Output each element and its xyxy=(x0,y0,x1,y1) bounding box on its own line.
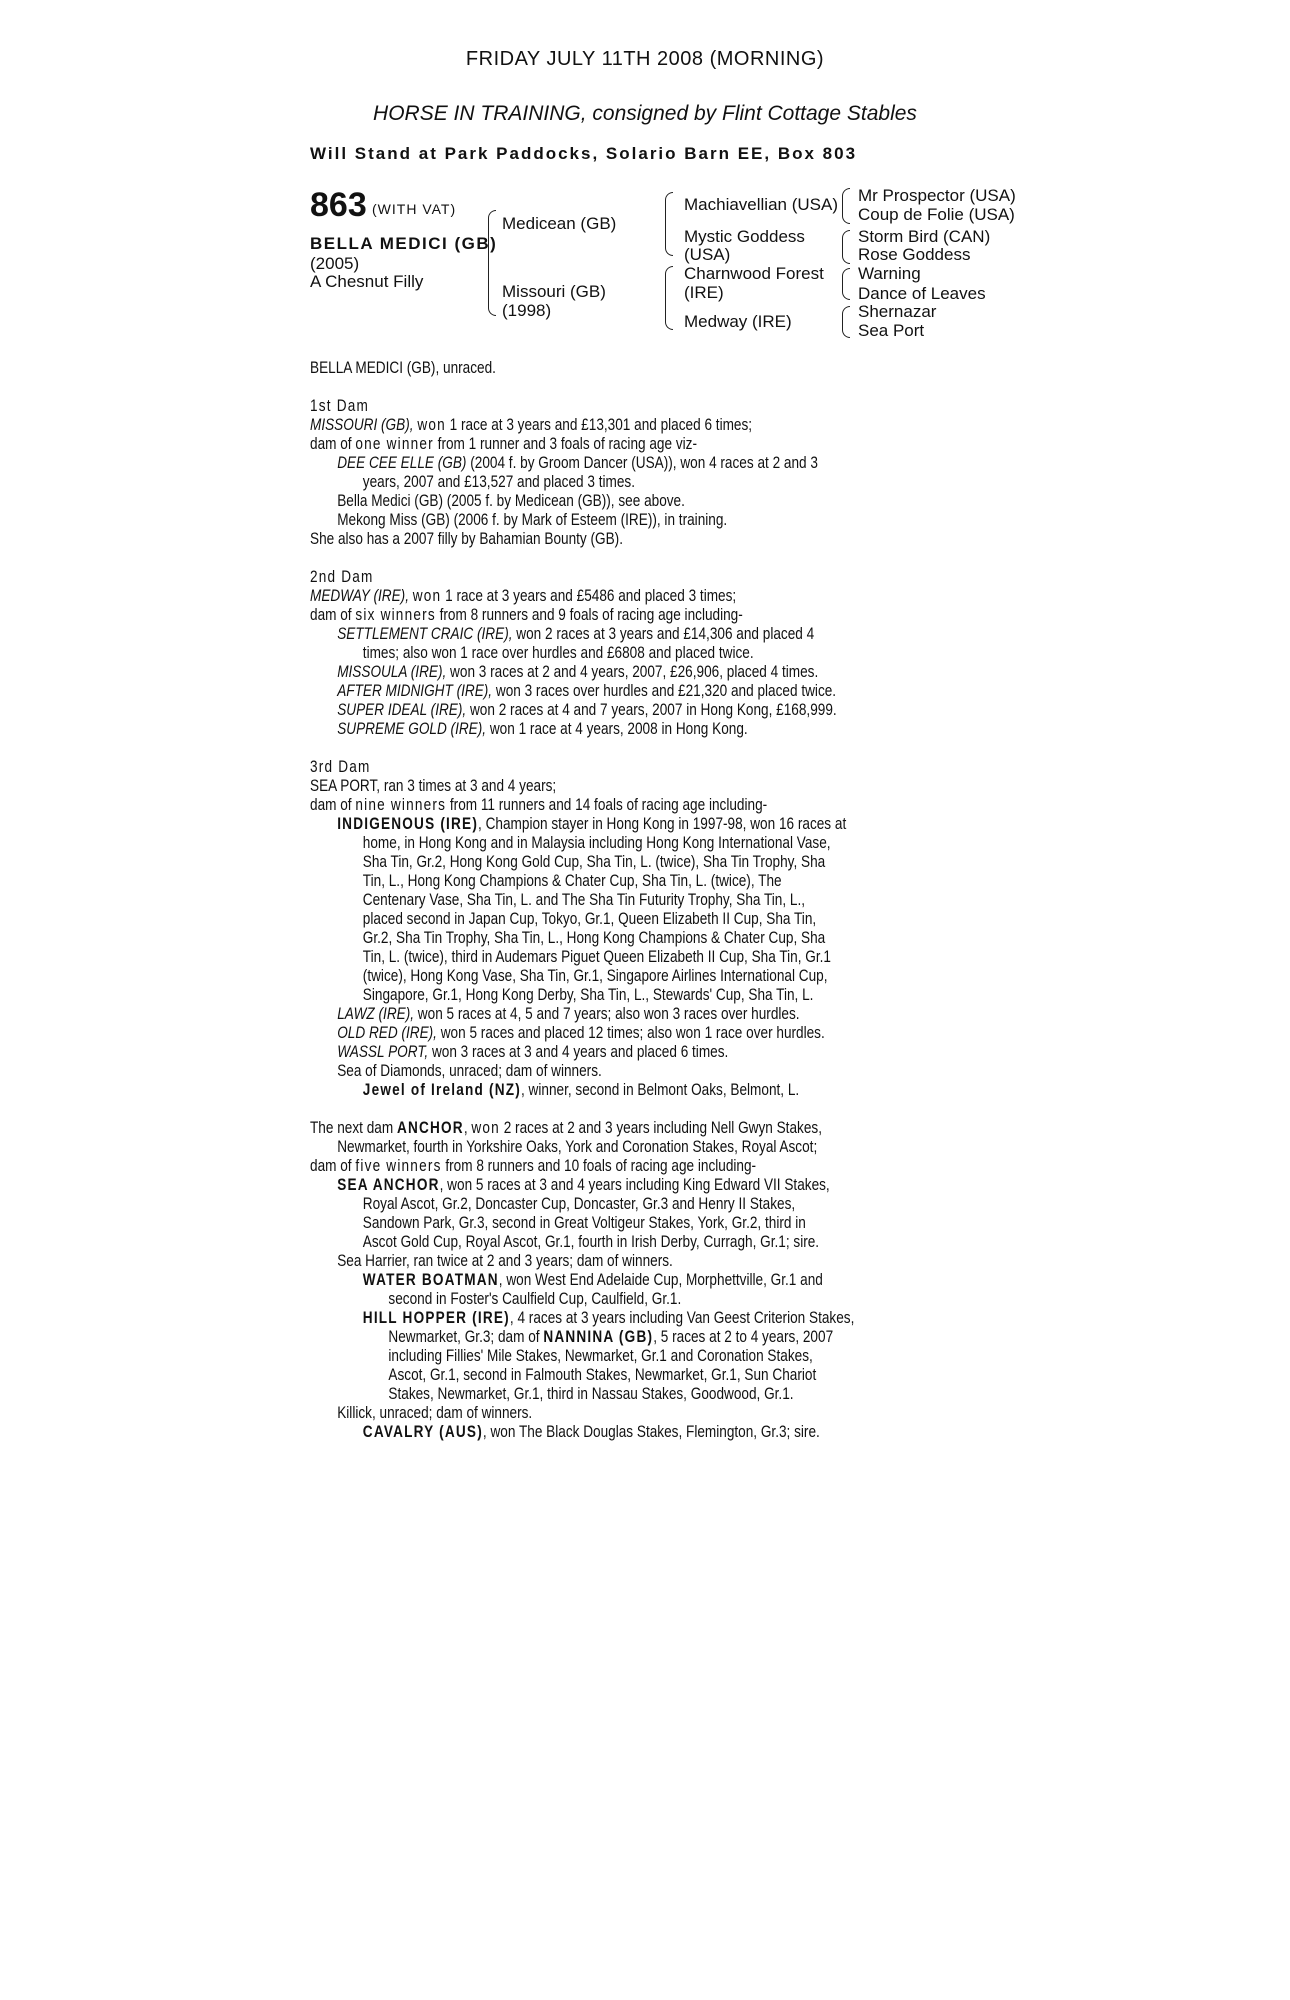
pedigree-dam-dam: Medway (IRE) xyxy=(684,312,792,331)
next-dam-line-10: second in Foster's Caulfield Cup, Caulfield, Gr.1. xyxy=(388,1289,682,1308)
next-dam-line-6: Sandown Park, Gr.3, second in Great Voltigeur Stakes, York, Gr.2, third in xyxy=(362,1213,806,1232)
pedigree-sire-dam-1: Mystic Goddess xyxy=(684,227,805,246)
horse-description: A Chesnut Filly xyxy=(310,272,424,291)
third-dam-line-16: Sea of Diamonds, unraced; dam of winners. xyxy=(337,1061,602,1080)
pedigree-brace-dd xyxy=(842,306,850,338)
pedigree-brace-sd xyxy=(842,230,850,264)
vat-note: (WITH VAT) xyxy=(372,201,457,217)
pedigree-sds: Storm Bird (CAN) xyxy=(858,227,991,246)
pedigree-ssd: Coup de Folie (USA) xyxy=(858,205,1015,224)
third-dam-line-17: Jewel of Ireland (NZ), winner, second in Belmont Oaks, Belmont, L. xyxy=(362,1080,800,1099)
second-dam-line-6: AFTER MIDNIGHT (IRE), won 3 races over hurdles and £21,320 and placed twice. xyxy=(337,681,837,700)
pedigree-ddd: Sea Port xyxy=(858,321,925,340)
next-dam-line-12: Newmarket, Gr.3; dam of NANNINA (GB), 5 races at 2 to 4 years, 2007 xyxy=(388,1327,834,1346)
first-dam-heading: 1st Dam xyxy=(310,396,370,415)
pedigree-sss: Mr Prospector (USA) xyxy=(858,186,1016,205)
next-dam-line-1: The next dam ANCHOR, won 2 races at 2 and 3 years including Nell Gwyn Stakes, xyxy=(310,1118,822,1137)
third-dam-line-9: Gr.2, Sha Tin Trophy, Sha Tin, L., Hong Kong Champions & Chater Cup, Sha xyxy=(362,928,826,947)
second-dam-line-1: MEDWAY (IRE), won 1 race at 3 years and £5486 and placed 3 times; xyxy=(310,586,737,605)
consignment-line: HORSE IN TRAINING, consigned by Flint Cottage Stables xyxy=(373,102,917,125)
third-dam-line-10: Tin, L. (twice), third in Audemars Piguet Queen Elizabeth II Cup, Sha Tin, Gr.1 xyxy=(362,947,831,966)
third-dam-line-14: OLD RED (IRE), won 5 races and placed 12 times; also won 1 race over hurdles. xyxy=(337,1023,825,1042)
second-dam-line-4: times; also won 1 race over hurdles and £6808 and placed twice. xyxy=(362,643,754,662)
pedigree-dam: Missouri (GB) xyxy=(502,282,606,301)
next-dam-line-14: Ascot, Gr.1, second in Falmouth Stakes, Newmarket, Gr.1, Sun Chariot xyxy=(388,1365,817,1384)
next-dam-line-15: Stakes, Newmarket, Gr.1, third in Nassau Stakes, Goodwood, Gr.1. xyxy=(388,1384,794,1403)
next-dam-line-5: Royal Ascot, Gr.2, Doncaster Cup, Doncaster, Gr.3 and Henry II Stakes, xyxy=(362,1194,796,1213)
third-dam-heading: 3rd Dam xyxy=(310,757,371,776)
next-dam-line-17: CAVALRY (AUS), won The Black Douglas Stakes, Flemington, Gr.3; sire. xyxy=(362,1422,820,1441)
next-dam-line-4: SEA ANCHOR, won 5 races at 3 and 4 years including King Edward VII Stakes, xyxy=(337,1175,830,1194)
pedigree-sire-sire: Machiavellian (USA) xyxy=(684,195,838,214)
pedigree-brace-ss xyxy=(842,188,850,224)
third-dam-line-6: Tin, L., Hong Kong Champions & Chater Cup, Sha Tin, L. (twice), The xyxy=(362,871,782,890)
third-dam-line-12: Singapore, Gr.1, Hong Kong Derby, Sha Tin, L., Stewards' Cup, Sha Tin, L. xyxy=(362,985,814,1004)
pedigree-dam-sire-1: Charnwood Forest xyxy=(684,264,824,283)
horse-year: (2005) xyxy=(310,254,360,273)
next-dam-line-2: Newmarket, fourth in Yorkshire Oaks, York and Coronation Stakes, Royal Ascot; xyxy=(337,1137,818,1156)
pedigree-dam-year: (1998) xyxy=(502,301,552,320)
second-dam-line-7: SUPER IDEAL (IRE), won 2 races at 4 and 7 years, 2007 in Hong Kong, £168,999. xyxy=(337,700,837,719)
third-dam-line-5: Sha Tin, Gr.2, Hong Kong Gold Cup, Sha Tin, L. (twice), Sha Tin Trophy, Sha xyxy=(362,852,826,871)
third-dam-line-13: LAWZ (IRE), won 5 races at 4, 5 and 7 years; also won 3 races over hurdles. xyxy=(337,1004,800,1023)
first-dam-line-7: She also has a 2007 filly by Bahamian Bounty (GB). xyxy=(310,529,623,548)
first-dam-line-1: MISSOURI (GB), won 1 race at 3 years and £13,301 and placed 6 times; xyxy=(310,415,753,434)
first-dam-line-3: DEE CEE ELLE (GB) (2004 f. by Groom Dancer (USA)), won 4 races at 2 and 3 xyxy=(337,453,818,472)
stand-location: Will Stand at Park Paddocks, Solario Barn EE, Box 803 xyxy=(310,144,858,163)
third-dam-line-15: WASSL PORT, won 3 races at 3 and 4 years and placed 6 times. xyxy=(337,1042,729,1061)
pedigree-dds: Shernazar xyxy=(858,302,937,321)
pedigree-dam-sire-2: (IRE) xyxy=(684,283,724,302)
summary-line: BELLA MEDICI (GB), unraced. xyxy=(310,358,496,377)
sale-date: FRIDAY JULY 11TH 2008 (MORNING) xyxy=(465,48,825,70)
third-dam-line-3: INDIGENOUS (IRE), Champion stayer in Hong Kong in 1997-98, won 16 races at xyxy=(337,814,847,833)
third-dam-line-1: SEA PORT, ran 3 times at 3 and 4 years; xyxy=(310,776,557,795)
next-dam-line-11: HILL HOPPER (IRE), 4 races at 3 years including Van Geest Criterion Stakes, xyxy=(362,1308,855,1327)
next-dam-line-13: including Fillies' Mile Stakes, Newmarket, Gr.1 and Coronation Stakes, xyxy=(388,1346,813,1365)
lot-number: 863 xyxy=(310,186,367,224)
next-dam-line-8: Sea Harrier, ran twice at 2 and 3 years; dam of winners. xyxy=(337,1251,673,1270)
second-dam-heading: 2nd Dam xyxy=(310,567,374,586)
second-dam-line-2: dam of six winners from 8 runners and 9 foals of racing age including- xyxy=(310,605,743,624)
third-dam-line-4: home, in Hong Kong and in Malaysia including Hong Kong International Vase, xyxy=(362,833,831,852)
second-dam-line-5: MISSOULA (IRE), won 3 races at 2 and 4 years, 2007, £26,906, placed 4 times. xyxy=(337,662,819,681)
next-dam-line-3: dam of five winners from 8 runners and 10 foals of racing age including- xyxy=(310,1156,757,1175)
pedigree-brace-dam xyxy=(665,266,673,330)
first-dam-line-6: Mekong Miss (GB) (2006 f. by Mark of Esteem (IRE)), in training. xyxy=(337,510,728,529)
third-dam-line-8: placed second in Japan Cup, Tokyo, Gr.1, Queen Elizabeth II Cup, Sha Tin, xyxy=(362,909,817,928)
pedigree-sire: Medicean (GB) xyxy=(502,214,617,233)
horse-name: BELLA MEDICI (GB) xyxy=(310,234,498,253)
next-dam-line-16: Killick, unraced; dam of winners. xyxy=(337,1403,533,1422)
pedigree-sdd: Rose Goddess xyxy=(858,245,971,264)
first-dam-line-2: dam of one winner from 1 runner and 3 foals of racing age viz- xyxy=(310,434,697,453)
pedigree-brace-sire xyxy=(665,192,673,256)
third-dam-line-11: (twice), Hong Kong Vase, Sha Tin, Gr.1, Singapore Airlines International Cup, xyxy=(362,966,828,985)
next-dam-line-9: WATER BOATMAN, won West End Adelaide Cup, Morphettville, Gr.1 and xyxy=(362,1270,823,1289)
third-dam-line-2: dam of nine winners from 11 runners and 14 foals of racing age including- xyxy=(310,795,768,814)
pedigree-dsd: Dance of Leaves xyxy=(858,284,986,303)
pedigree-dss: Warning xyxy=(858,264,921,283)
second-dam-line-8: SUPREME GOLD (IRE), won 1 race at 4 years, 2008 in Hong Kong. xyxy=(337,719,748,738)
next-dam-line-7: Ascot Gold Cup, Royal Ascot, Gr.1, fourth in Irish Derby, Curragh, Gr.1; sire. xyxy=(362,1232,820,1251)
first-dam-line-4: years, 2007 and £13,527 and placed 3 times. xyxy=(362,472,635,491)
pedigree-sire-dam-2: (USA) xyxy=(684,245,731,264)
pedigree-brace-gen1 xyxy=(488,210,496,316)
first-dam-line-5: Bella Medici (GB) (2005 f. by Medicean (GB)), see above. xyxy=(337,491,685,510)
catalogue-body xyxy=(310,358,1190,1441)
pedigree-brace-ds xyxy=(842,268,850,300)
third-dam-line-7: Centenary Vase, Sha Tin, L. and The Sha Tin Futurity Trophy, Sha Tin, L., xyxy=(362,890,806,909)
second-dam-line-3: SETTLEMENT CRAIC (IRE), won 2 races at 3 years and £14,306 and placed 4 xyxy=(337,624,815,643)
